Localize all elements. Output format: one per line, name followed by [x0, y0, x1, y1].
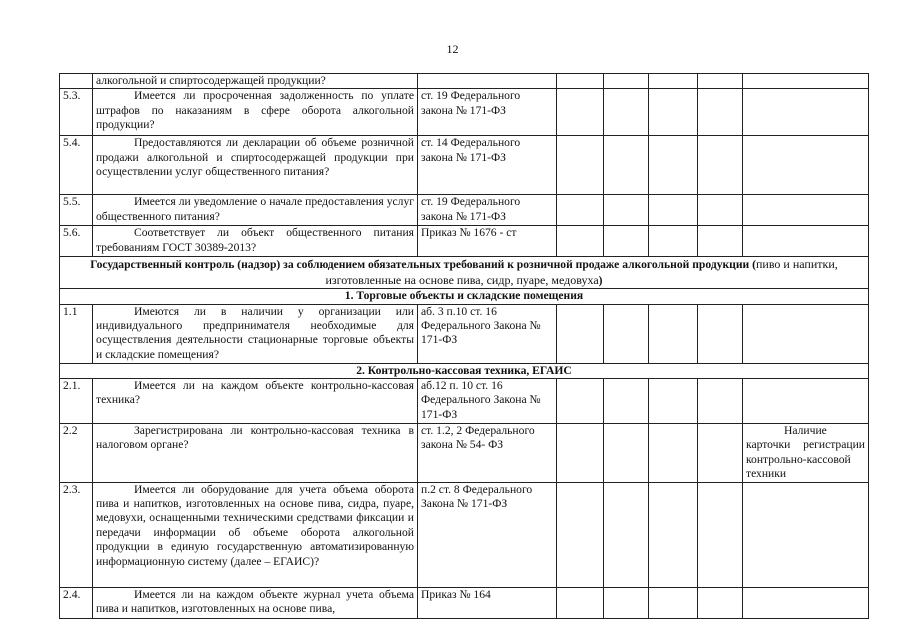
question-cell: Имеются ли в наличии у организации или индивидуального предпринимателя необходимые для осуществления деятельности стационарные торговые объекты и складские помещения? [93, 304, 418, 363]
note-cell [743, 482, 869, 587]
reference-cell: ст. 19 Федерального закона № 171-ФЗ [418, 89, 557, 136]
row-number-cell: 5.3. [60, 89, 93, 136]
answer-cell [698, 195, 743, 226]
table-row [60, 482, 869, 587]
note-cell [743, 89, 869, 136]
answer-cell [698, 587, 743, 618]
note-cell [743, 379, 869, 424]
answer-cell [649, 304, 698, 363]
answer-cell [698, 304, 743, 363]
reference-cell: п.2 ст. 8 Федерального Закона № 171-ФЗ [418, 482, 557, 587]
reference-cell: ст. 14 Федерального закона № 171-ФЗ [418, 136, 557, 195]
table-row [60, 304, 869, 363]
answer-cell [698, 74, 743, 89]
answer-cell [649, 74, 698, 89]
subsection-row [60, 363, 869, 378]
table-row [60, 226, 869, 257]
answer-cell [649, 195, 698, 226]
answer-cell [604, 74, 649, 89]
answer-cell [557, 226, 604, 257]
section-header-row [60, 257, 869, 289]
row-number-cell: 2.4. [60, 587, 93, 618]
answer-cell [557, 424, 604, 483]
question-cell: Имеется ли уведомление о начале предоставления услуг общественного питания? [93, 195, 418, 226]
answer-cell [649, 424, 698, 483]
note-cell: Наличие карточки регистрации контрольно-кассовой техники [743, 424, 869, 483]
answer-cell [604, 482, 649, 587]
answer-cell [604, 424, 649, 483]
answer-cell [649, 587, 698, 618]
note-cell [743, 304, 869, 363]
answer-cell [604, 587, 649, 618]
answer-cell [557, 587, 604, 618]
answer-cell [649, 136, 698, 195]
answer-cell [604, 195, 649, 226]
note-cell [743, 587, 869, 618]
note-cell [743, 226, 869, 257]
row-number-cell: 2.3. [60, 482, 93, 587]
reference-cell: аб.12 п. 10 ст. 16 Федерального Закона № 171-ФЗ [418, 379, 557, 424]
question-cell: Зарегистрирована ли контрольно-кассовая техника в налоговом органе? [93, 424, 418, 483]
table-row [60, 424, 869, 483]
table-row [60, 195, 869, 226]
question-cell: Имеется ли на каждом объекте контрольно-кассовая техника? [93, 379, 418, 424]
answer-cell [557, 89, 604, 136]
reference-cell [418, 74, 557, 89]
answer-cell [604, 379, 649, 424]
reference-cell: Приказ № 1676 - ст [418, 226, 557, 257]
reference-cell: аб. 3 п.10 ст. 16 Федерального Закона № 171-ФЗ [418, 304, 557, 363]
answer-cell [698, 136, 743, 195]
row-number-cell: 2.1. [60, 379, 93, 424]
answer-cell [604, 136, 649, 195]
answer-cell [698, 379, 743, 424]
answer-cell [649, 379, 698, 424]
row-number-cell: 1.1 [60, 304, 93, 363]
reference-cell: ст. 1.2, 2 Федерального закона № 54- ФЗ [418, 424, 557, 483]
note-cell [743, 195, 869, 226]
row-number-cell: 5.4. [60, 136, 93, 195]
row-number-cell: 5.6. [60, 226, 93, 257]
answer-cell [649, 89, 698, 136]
row-number-cell: 5.5. [60, 195, 93, 226]
note-cell [743, 136, 869, 195]
answer-cell [698, 226, 743, 257]
table-row [60, 74, 869, 89]
answer-cell [557, 379, 604, 424]
answer-cell [557, 304, 604, 363]
reference-cell: ст. 19 Федерального закона № 171-ФЗ [418, 195, 557, 226]
reference-cell: Приказ № 164 [418, 587, 557, 618]
table-row [60, 379, 869, 424]
table-row [60, 136, 869, 195]
question-cell: Предоставляются ли декларации об объеме розничной продажи алкогольной и спиртосодержащей продукции при осуществлении услуг общественного питания? [93, 136, 418, 195]
table-row [60, 587, 869, 618]
question-cell: Соответствует ли объект общественного питания требованиям ГОСТ 30389-2013? [93, 226, 418, 257]
answer-cell [649, 482, 698, 587]
answer-cell [698, 89, 743, 136]
section-header: Государственный контроль (надзор) за соблюдением обязательных требований к розничной продаже алкогольной продукции (пиво и напитки, изготовленные на основе пива, сидр, пуаре, медовуха) [60, 257, 869, 289]
answer-cell [557, 136, 604, 195]
answer-cell [698, 424, 743, 483]
subsection-row [60, 289, 869, 304]
answer-cell [557, 195, 604, 226]
question-cell: алкогольной и спиртосодержащей продукции? [93, 74, 418, 89]
checklist-table [59, 73, 869, 619]
table-row [60, 89, 869, 136]
row-number-cell: 2.2 [60, 424, 93, 483]
subsection-title: 2. Контрольно-кассовая техника, ЕГАИС [60, 363, 869, 378]
question-cell: Имеется ли просроченная задолженность по уплате штрафов по наказаниям в сфере оборота алкогольной продукции? [93, 89, 418, 136]
answer-cell [604, 89, 649, 136]
answer-cell [604, 304, 649, 363]
answer-cell [557, 74, 604, 89]
answer-cell [604, 226, 649, 257]
question-cell: Имеется ли оборудование для учета объема оборота пива и напитков, изготовленных на основе пива, сидра, пуаре, медовухи, оснащенными техническими средствами фиксации и передачи информации об объеме оборота алкогольной продукции в единую государственную автоматизированную информационную систему (далее – ЕГАИС)? [93, 482, 418, 587]
answer-cell [698, 482, 743, 587]
answer-cell [557, 482, 604, 587]
note-cell [743, 74, 869, 89]
row-number-cell [60, 74, 93, 89]
page-number: 12 [446, 42, 459, 56]
subsection-title: 1. Торговые объекты и складские помещения [60, 289, 869, 304]
question-cell: Имеется ли на каждом объекте журнал учета объема пива и напитков, изготовленных на основе пива, [93, 587, 418, 618]
answer-cell [649, 226, 698, 257]
